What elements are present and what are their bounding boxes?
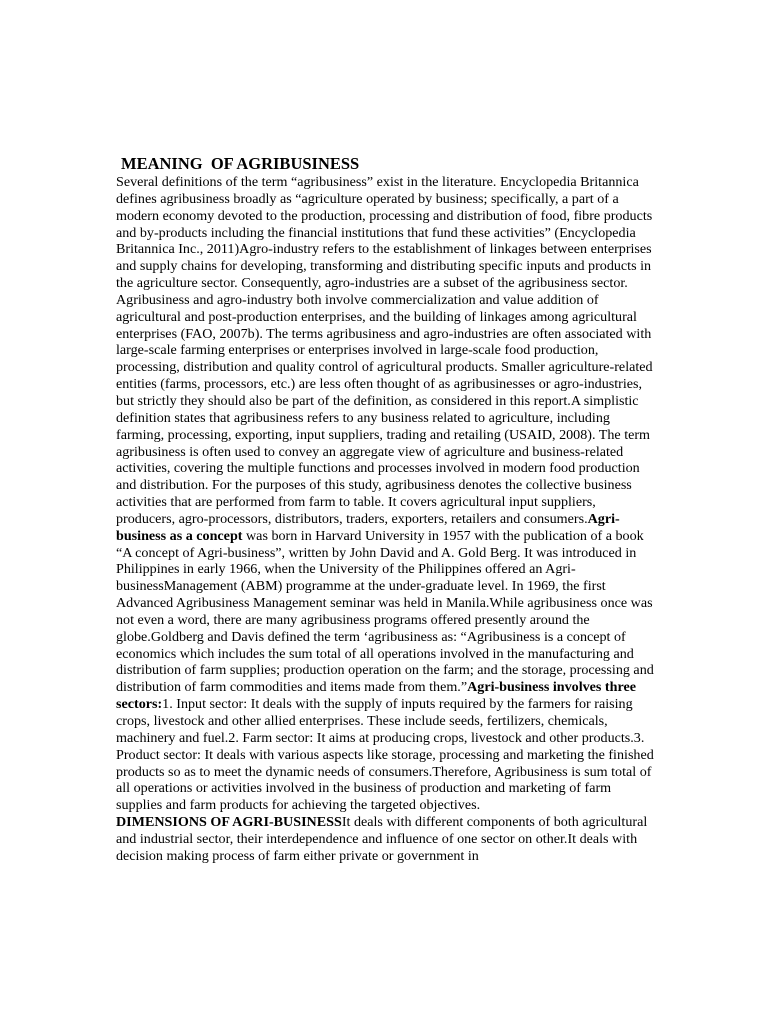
bold-phrase-sectors: Agri-business involves three sectors: [116,679,636,713]
paragraph-text: It deals with different components of both agricultural and industrial sector, their interdependence and influence of one sector on other.It deals with decision making process of farm either private or government in [116,814,648,864]
paragraph-definitions [116,174,656,814]
paragraph-dimensions [116,814,656,865]
paragraph-text: 1. Input sector: It deals with the supply of inputs required by the farmers for raising crops, livestock and other allied enterprises. These include seeds, fertilizers, chemicals, machinery and fuel.2. Farm sector: It aims at producing crops, livestock and other products.3. Product sector: It deals with various aspects like storage, processing and marketing the finished products so as to meet the dynamic needs of consumers.Therefore, Agribusiness is sum total of all operations or activities involved in the business of production and marketing of farm supplies and farm products for achieving the targeted objectives. [116,696,654,814]
section-heading: MEANING OF AGRIBUSINESS [121,154,360,173]
paragraph-text: Several definitions of the term “agribusiness” exist in the literature. Encyclopedia Britannica defines agribusiness broadly as “agriculture operated by business; specifically, a part of a modern economy devoted to the production, processing and distribution of food, fibre products and by-products including the financial institutions that fund these activities” (Encyclopedia Britannica Inc., 2011)Agro-industry refers to the establishment of linkages between enterprises and supply chains for developing, transforming and distributing specific inputs and products in the agriculture sector. Consequently, agro-industries are a subset of the agribusiness sector. Agribusiness and agro-industry both involve commercialization and value addition of agricultural and post-production enterprises, and the building of linkages among agricultural enterprises (FAO, 2007b). The terms agribusiness and agro-industries are often associated with large-scale farming enterprises or enterprises involved in large-scale food production, processing, distribution and quality control of agricultural products. Smaller agriculture-related entities (farms, processors, etc.) are less often thought of as agribusinesses or agro-industries, but strictly they should also be part of the definition, as considered in this report.A simplistic definition states that agribusiness refers to any business related to agriculture, including farming, processing, exporting, input suppliers, trading and retailing (USAID, 2008). The term agribusiness is often used to convey an aggregate view of agriculture and business-related activities, covering the multiple functions and processes involved in modern food production and distribution. For the purposes of this study, agribusiness denotes the collective business activities that are performed from farm to table. It covers agricultural input suppliers, producers, agro-processors, distributors, traders, exporters, retailers and consumers. [116,174,653,527]
subheading-dimensions: DIMENSIONS OF AGRI-BUSINESS [116,814,342,831]
bold-phrase-concept: Agri-business as a concept [116,510,620,544]
paragraph-text: was born in Harvard University in 1957 with the publication of a book “A concept of Agri-business”, written by John David and A. Gold Berg. It was introduced in Philippines in early 1966, when the University of the Philippines offered an Agri-businessManagement (ABM) programme at the under-graduate level. In 1969, the first Advanced Agribusiness Management seminar was held in Manila.While agribusiness once was not even a word, there are many agribusiness programs offered presently around the globe.Goldberg and Davis defined the term ‘agribusiness as: “Agribusiness is a concept of economics which includes the sum total of all operations involved in the manufacturing and distribution of farm supplies; production operation on the farm; and the storage, processing and distribution of farm commodities and items made from them.” [116,527,654,696]
document-body [116,154,656,865]
